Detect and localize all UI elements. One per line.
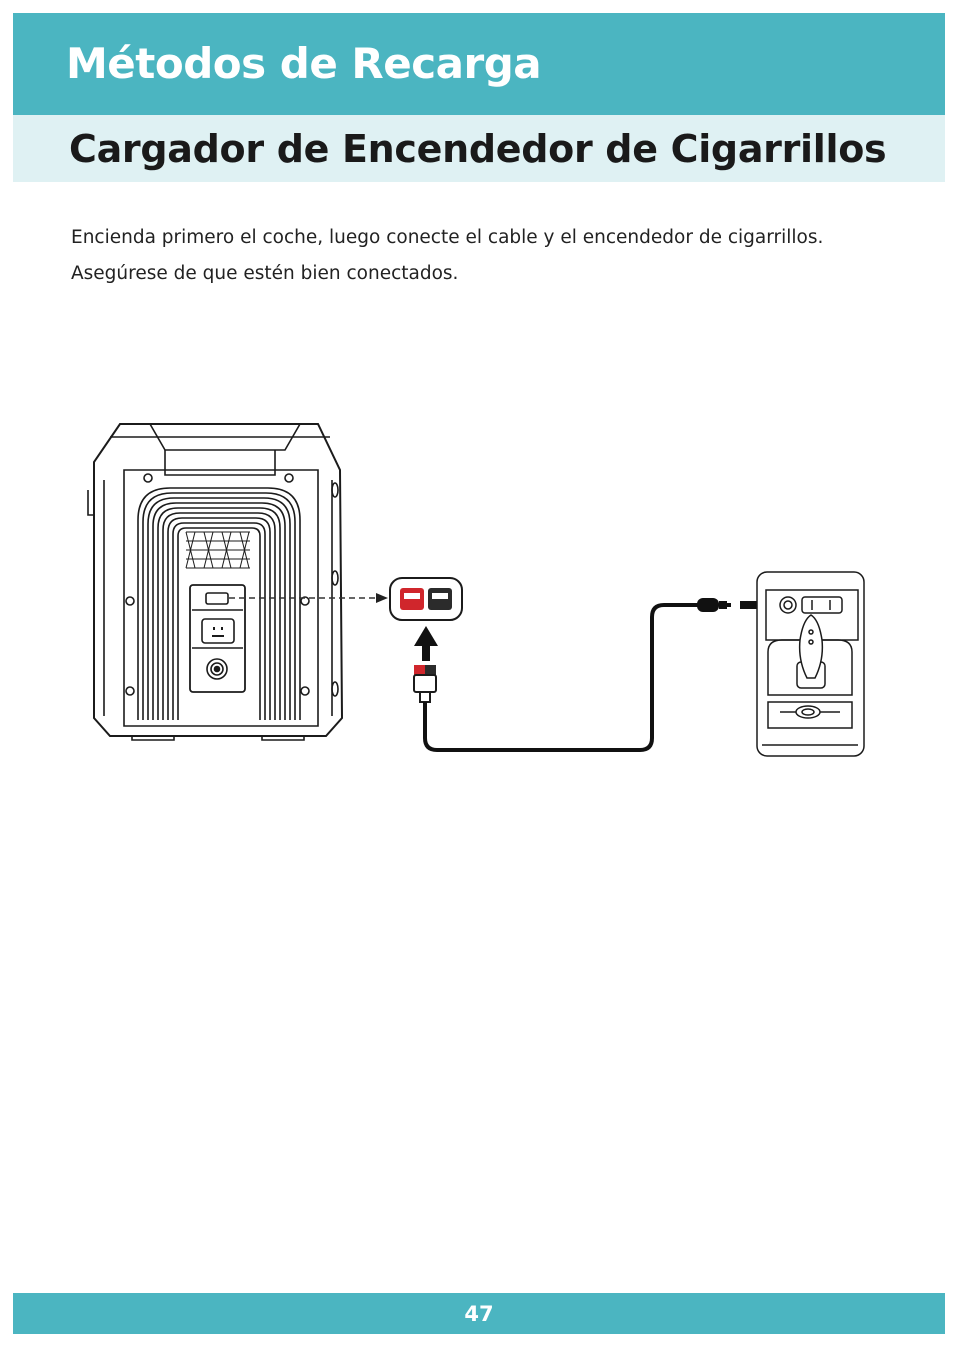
cigarette-plug [697, 598, 731, 612]
anderson-connector-icon [390, 578, 462, 620]
arrow-icon [414, 626, 438, 661]
page-title: Métodos de Recarga [66, 39, 542, 88]
power-station-back-icon [88, 424, 342, 740]
page-number: 47 [464, 1302, 494, 1326]
anderson-plug [414, 665, 436, 702]
section-title: Cargador de Encendedor de Cigarrillos [69, 127, 887, 171]
car-cigarette-lighter-icon [757, 572, 864, 756]
charging-cable [425, 605, 698, 750]
instruction-line-2: Asegúrese de que estén bien conectados. [71, 263, 459, 284]
instruction-line-1: Encienda primero el coche, luego conecte el cable y el encendedor de cigarrillos. [71, 227, 824, 248]
footer-banner [13, 1293, 945, 1334]
arrow-icon [376, 593, 388, 603]
